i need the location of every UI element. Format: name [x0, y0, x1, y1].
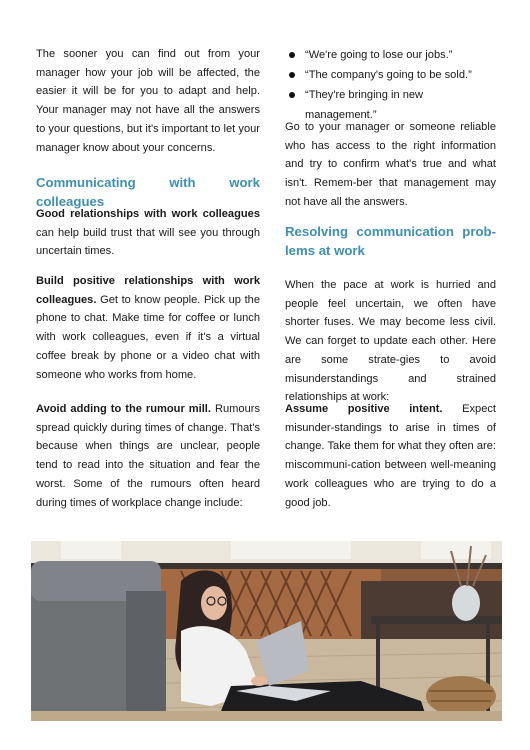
text-good-relationships: can help build trust that will see you through uncertain times. [36, 226, 260, 258]
paragraph-go-to-manager: Go to your manager or someone reliable who has access to the right information and try to confirm what's true and what isn't. Remem-ber that management may not have all the answers. [285, 121, 496, 208]
paragraph-build-relationships [36, 272, 260, 384]
rumour-list [285, 45, 496, 125]
text-rumour-mill: Rumours spread quickly during times of change. That's because when things are unclear, people tend to read into the situation and fear the worst. Some of the rumours often heard during times of workplace change include: [36, 403, 260, 509]
text-build-relationships: Get to know people. Pick up the phone to chat. Make time for coffee or lunch with work colleagues, even if it's a virtual coffee break by phone or a video chat with someone who works from home. [36, 293, 260, 381]
heading-resolving: Resolving communication prob-lems at work [285, 224, 496, 258]
list-item: “The company's going to be sold.” [285, 65, 496, 85]
lead-good-relationships: Good relationships with work colleagues [36, 208, 260, 220]
lead-rumour-mill: Avoid adding to the rumour mill. [36, 403, 211, 415]
heading-communicating: Communicating with work colleagues [36, 175, 260, 209]
lead-positive-intent: Assume positive intent. [285, 403, 443, 415]
woman-with-laptop-photo [31, 541, 502, 721]
text-positive-intent: Expect misunder-standings to arise in times of change. Take them for what they often are: miscommuni-cation between well-meaning work colleagues who are trying to do a good job. [285, 403, 497, 509]
paragraph-good-relationships [36, 205, 260, 261]
list-item: “They're bringing in new management.” [285, 85, 496, 125]
paragraph-rumour-mill [36, 400, 260, 512]
list-item: “We're going to lose our jobs.” [285, 45, 496, 65]
paragraph-pace-at-work: When the pace at work is hurried and people feel uncertain, we often have shorter fuses. We may become less civil. We can forget to update each other. Here are some strate-gies to avoid misunderstandings and strained relationships at work: [285, 279, 496, 404]
paragraph-manager: The sooner you can find out from your manager how your job will be affected, the easier it will be for you to adapt and help. Your manager may not have all the answers to your questions, but it's important to let your manager know about your concerns. [36, 48, 260, 154]
paragraph-positive-intent [285, 400, 496, 512]
lead-build-relationships: Build positive relationships with work colleagues. [36, 275, 260, 306]
